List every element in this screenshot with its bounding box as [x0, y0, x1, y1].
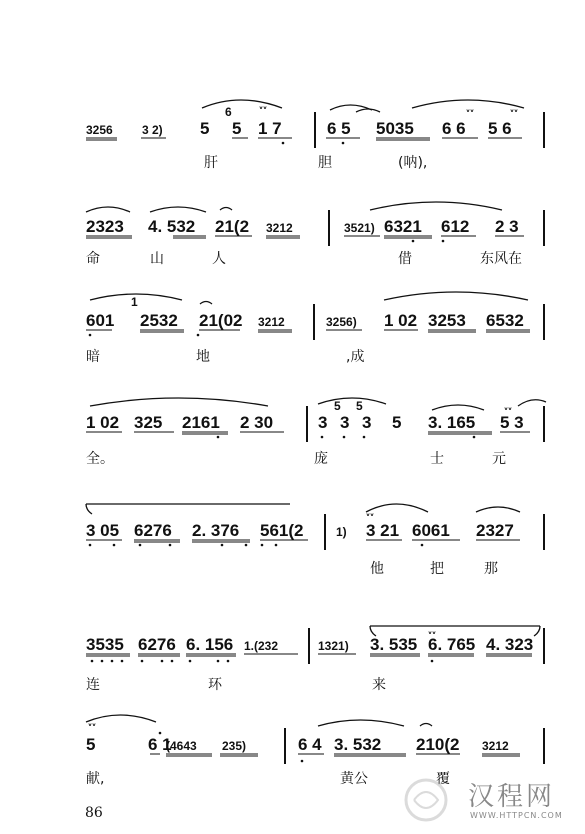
- note-group: 3212: [266, 221, 293, 235]
- note-group: 6 6: [442, 119, 466, 138]
- note-group: 6276: [138, 635, 176, 654]
- bar-line: [314, 112, 316, 148]
- lyric: 那: [484, 561, 498, 577]
- note-group: 612: [441, 217, 470, 236]
- lyric: 东风在: [480, 251, 522, 267]
- bar-line: [308, 628, 310, 664]
- lyric: 士: [430, 451, 444, 467]
- note-group: 3: [362, 413, 372, 432]
- note-group: 6061: [412, 521, 450, 540]
- grace-note: 5: [356, 399, 363, 413]
- svg-text:ᵥᵥ: ᵥᵥ: [504, 403, 513, 412]
- note-group: 2323: [86, 217, 124, 236]
- note-group: 3: [318, 413, 328, 432]
- lyric: 元: [492, 451, 506, 467]
- lyric: 连: [86, 677, 100, 693]
- note-group: 3256): [326, 315, 357, 329]
- bar-line: [543, 728, 545, 764]
- note-group: 2. 376: [192, 521, 240, 540]
- note-group: 235): [222, 739, 247, 753]
- note-group: 6 1: [148, 735, 172, 754]
- lyric: 地: [196, 349, 210, 365]
- note-group: 3212: [258, 315, 285, 329]
- note-group: 3256: [86, 123, 113, 137]
- note-group: 2532: [140, 311, 178, 330]
- svg-text:ᵥᵥ: ᵥᵥ: [510, 105, 519, 114]
- bar-line: [543, 514, 545, 550]
- note-group: 1 02: [384, 311, 418, 330]
- note-group: 21(2: [215, 217, 250, 236]
- note-group: 2 30: [240, 413, 274, 432]
- note-group: 3. 532: [334, 735, 382, 754]
- note-group: 561(2: [260, 521, 304, 540]
- note-group: 6. 156: [186, 635, 234, 654]
- note-group: 3253: [428, 311, 466, 330]
- lyric: 环: [208, 677, 222, 693]
- note-group: 601: [86, 311, 115, 330]
- note-group: 6 5: [327, 119, 351, 138]
- note-group: 1321): [318, 639, 349, 653]
- note-group: 325: [134, 413, 163, 432]
- lyric: 庞: [314, 451, 328, 467]
- note-group: 21(02: [199, 311, 243, 330]
- note-group: 210(2: [416, 735, 460, 754]
- svg-text:ᵥᵥ: ᵥᵥ: [259, 102, 268, 111]
- lyric: 全。: [86, 451, 114, 467]
- lyric: 来: [372, 677, 386, 693]
- lyric: (呐),: [398, 155, 428, 171]
- lyric: 借: [398, 251, 412, 267]
- bar-line: [284, 728, 286, 764]
- lyric: 献,: [86, 771, 105, 787]
- note-group: 3 2): [142, 123, 163, 137]
- note-group: 1.(232: [244, 639, 279, 653]
- note-group: 6. 765: [428, 635, 476, 654]
- grace-note: 5: [334, 399, 341, 413]
- bar-line: [543, 406, 545, 442]
- note-group: 2327: [476, 521, 514, 540]
- svg-text:ᵥᵥ: ᵥᵥ: [88, 719, 97, 728]
- note-group: 3. 165: [428, 413, 476, 432]
- lyric: 覆: [436, 771, 450, 787]
- note-group: 1 02: [86, 413, 120, 432]
- svg-text:ᵥᵥ: ᵥᵥ: [466, 105, 475, 114]
- lyric: 黄公: [340, 771, 368, 787]
- note-group: 2161: [182, 413, 220, 432]
- note-group: 5 3: [500, 413, 524, 432]
- lyric: 胆: [318, 155, 332, 171]
- bar-line: [543, 628, 545, 664]
- note-group: 4. 532: [148, 217, 196, 236]
- lyric: 山: [150, 251, 164, 267]
- watermark-url: WWW.HTTPCN.COM: [470, 811, 563, 820]
- grace-note: 6: [225, 105, 232, 119]
- note-group: 3535: [86, 635, 124, 654]
- note-group: 3: [340, 413, 350, 432]
- note-group: 3212: [482, 739, 509, 753]
- note-group: 5: [200, 119, 210, 138]
- svg-text:ᵥᵥ: ᵥᵥ: [366, 509, 375, 518]
- note-group: 2 3: [495, 217, 519, 236]
- bar-line: [306, 406, 308, 442]
- lyric: 肝: [204, 155, 218, 171]
- svg-text:ᵥᵥ: ᵥᵥ: [428, 627, 437, 636]
- note-group: 1 7: [258, 119, 282, 138]
- bar-line: [543, 304, 545, 340]
- lyric: 他: [370, 561, 384, 577]
- note-group: 3 21: [366, 521, 400, 540]
- lyric: 人: [212, 251, 226, 267]
- note-group: 5 6: [488, 119, 512, 138]
- note-group: 1): [336, 525, 347, 539]
- note-group: 6 4: [298, 735, 322, 754]
- bar-line: [543, 210, 545, 246]
- note-group: 3 05: [86, 521, 120, 540]
- note-group: 6532: [486, 311, 524, 330]
- bar-line: [324, 514, 326, 550]
- watermark-text: 汉程网: [468, 782, 556, 812]
- note-group: 5: [86, 735, 96, 754]
- note-group: 5: [232, 119, 242, 138]
- lyric: 命: [86, 251, 100, 267]
- grace-note: 1: [131, 295, 138, 309]
- lyric: ,成: [346, 349, 365, 365]
- lyric: 把: [430, 561, 444, 577]
- page-number: 86: [85, 805, 103, 821]
- note-group: (4643: [166, 739, 197, 753]
- note-group: 3. 535: [370, 635, 418, 654]
- note-group: 5035: [376, 119, 414, 138]
- note-group: 6321: [384, 217, 422, 236]
- note-group: 3521): [344, 221, 375, 235]
- bar-line: [328, 210, 330, 246]
- bar-line: [313, 304, 315, 340]
- note-group: 4. 323: [486, 635, 534, 654]
- bar-line: [543, 112, 545, 148]
- note-group: 5: [392, 413, 402, 432]
- note-group: 6276: [134, 521, 172, 540]
- lyric: 暗: [86, 349, 100, 365]
